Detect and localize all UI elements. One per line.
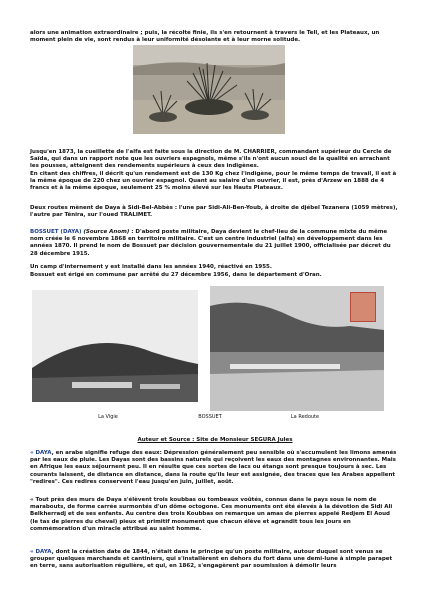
daya-text: , en arabe signifie refuge des eaux: Dépression généralement peu sensible où s'accumulent les limons amenés par les eaux de pluie. Les Dayas sont des bassins naturels qui reçoivent les eaux des montagnes environnantes. Mais en Afrique les eaux séjournent peu. Il en résulte que ces sortes de lacs ou étangs sont presque toujours à sec. Les courants laissent, de distance en distance, dans la route qu'ils leur est assignée, des traces que les Arabes appellent "redires". Ces redires conservent l'eau jusqu'en juin, juillet, août. [30, 450, 397, 485]
paragraph-camp: Un camp d'internement y est installé dans les années 1940, réactivé en 1955. [30, 264, 272, 270]
paragraph-daya [30, 450, 400, 486]
bossuet-text: : D'abord poste militaire, Daya devient le chef-lieu de la commune mixte du même nom créée le 6 novembre 1868 en territoire militaire. C'est un centre industriel (alfa) en développement dans les années 1870. Il prend le nom de Bossuet par décision gouvernementale du 21 juillet 1900, officialisée par décret du 28 décembre 1915. [30, 229, 391, 257]
paragraph-murs: « Tout près des murs de Daya s'élèvent trois koubbas ou tombeaux voûtés, connus dans le pays sous le nom de marabouts, de forme carrée surmontés d'un dôme octogone. Ces monuments ont été élevés à la dévotion de Sidi Ali Belkherradj et de ses enfants. Au centre des trois Koubbas on remarque un amas de pierres appelé Redjem El Aoud (le tas de pierres du cheval) pieux et primitif monument que chacun élève et agrandit tous les jours en commémoration d'un miracle attribué au saint homme. [30, 497, 393, 532]
caption-vigie: La Vigie [98, 414, 118, 420]
caption-bossuet: BOSSUET [198, 414, 222, 420]
paragraph-chiffres: En citant des chiffres, il décrit qu'un rendement est de 130 Kg chez l'indigène, pour le même temps de travail, il est à la même époque de 220 chez un ouvrier espagnol. Quant au salaire d'un ouvrier, il est, près d'Arzew en 1888 de 4 francs et à la même époque, seulement 25 % moins élevé sur les Hauts Plateaux. [30, 171, 397, 192]
bossuet-source: (Source Anom) [83, 229, 130, 235]
postage-stamp-icon [350, 292, 376, 322]
vigie-photo [32, 290, 198, 402]
paragraph-bossuet [30, 229, 400, 258]
paragraph-1873: Jusqu'en 1873, la cueillette de l'alfa est faite sous la direction de M. CHARRIER, commandant supérieur du Cercle de Saïda, qui dans un rapport note que les ouvriers espagnols, même s'ils n'ont aucun souci de la qualité en arrachant les pousses, atteignent des rendements supérieurs à ceux des indigènes. [30, 149, 392, 170]
bossuet-title: BOSSUET (DAYA) [30, 229, 82, 235]
caption-redoute: La Redoute [290, 414, 320, 420]
paragraph-routes: Deux routes mènent de Daya à Sidi-Bel-Abbès : l'une par Sidi-Ali-Ben-Youb, à droite de djébel Tezanera (1059 mètres), l'autre par Ténira, sur l'oued TRALIMET. [30, 205, 398, 219]
daya2-text: , dont la création date de 1844, n'était dans le principe qu'un poste militaire, autour duquel sont venus se grouper quelques marchands et cantiniers, qui s'installèrent en dehors du fort dans une demi-lune à simple parapet en terre, sans autorisation régulière, et qui, en 1862, s'engagèrent par soumission à démolir leurs [30, 549, 393, 570]
daya-heading: « DAYA [30, 450, 52, 456]
paragraph-daya-creation [30, 549, 400, 571]
source-line: Auteur et Source : Site de Monsieur SEGURA Jules [137, 437, 293, 443]
paragraph-commune: Bossuet est érigé en commune par arrêté du 27 décembre 1956, dans le département d'Oran. [30, 272, 322, 278]
alfa-plant-photo [133, 45, 285, 134]
daya2-heading: « DAYA [30, 549, 52, 555]
paragraph-intro: alors une animation extraordinaire ; puis, la récolte finie, ils s'en retournent à travers le Tell, et les Plateaux, un moment plein de vie, sont rendus à leur uniformité désolante et à leur morne solitude. [30, 30, 380, 44]
